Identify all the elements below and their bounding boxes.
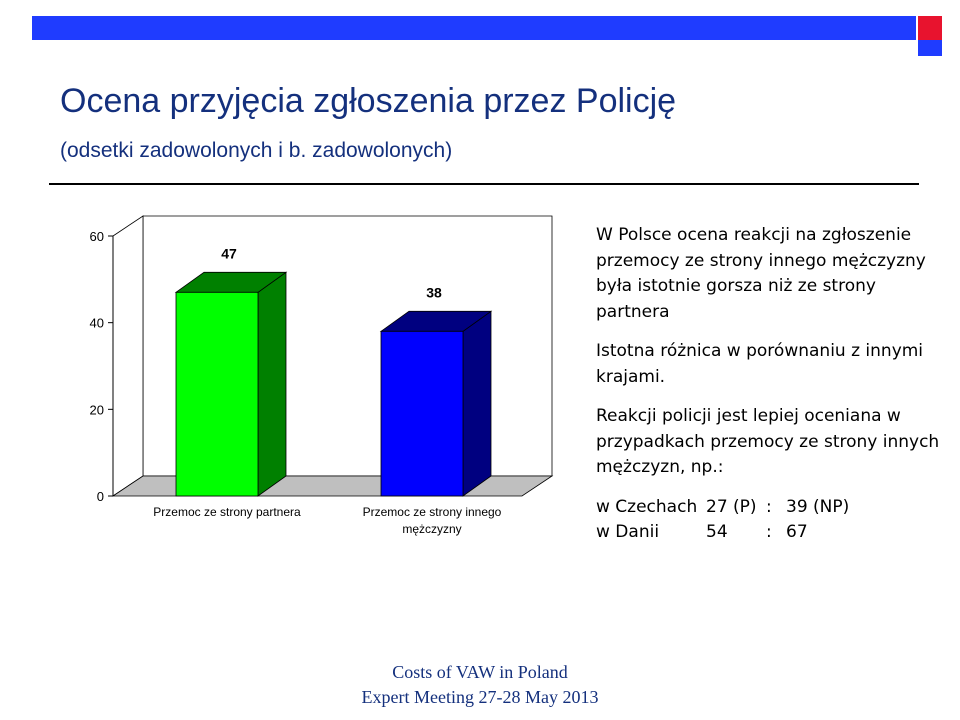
bar-side <box>463 311 491 496</box>
title-divider <box>49 183 919 185</box>
top-accent-bar <box>32 16 916 40</box>
footer-line-2: Expert Meeting 27-28 May 2013 <box>361 687 599 707</box>
data-label: 47 <box>221 245 237 262</box>
bar-chart <box>60 195 560 555</box>
corner-red-square <box>918 16 942 40</box>
x-category-label: mężczyzny <box>402 522 462 536</box>
data-label: 38 <box>426 284 442 301</box>
corner-blue-square <box>918 40 942 56</box>
bar-side <box>258 272 286 496</box>
x-category-label: Przemoc ze strony innego <box>362 505 502 519</box>
commentary-paragraph-3: Reakcji policji jest lepiej oceniana w przypadkach przemocy ze strony innych mężczyzn, np.: <box>596 406 940 477</box>
slide-footer <box>0 660 960 710</box>
slide-subtitle: (odsetki zadowolonych i b. zadowolonych) <box>60 139 453 162</box>
commentary-panel <box>596 223 946 546</box>
comparison-separator: : <box>766 496 772 517</box>
bar <box>176 292 258 496</box>
comparison-row-czech <box>596 495 946 521</box>
footer-line-1: Costs of VAW in Poland <box>392 662 568 682</box>
comparison-partner-value: 54 <box>706 522 728 542</box>
comparison-separator: : <box>766 522 772 542</box>
slide-title: Ocena przyjęcia zgłoszenia przez Policję <box>60 82 677 120</box>
comparison-row-denmark <box>596 520 946 546</box>
y-tick-label: 40 <box>89 315 104 331</box>
y-tick-label: 0 <box>96 489 104 504</box>
chart-side-wall <box>113 216 143 496</box>
comparison-country: w Czechach <box>596 496 698 517</box>
y-tick-label: 60 <box>89 229 104 244</box>
x-category-label: Przemoc ze strony partnera <box>153 505 301 519</box>
comparison-list <box>596 495 946 546</box>
commentary-paragraph-2: Istotna różnica w porównaniu z innymi krajami. <box>596 341 924 387</box>
comparison-country: w Danii <box>596 522 660 542</box>
comparison-other-value: 39 (NP) <box>786 496 850 517</box>
commentary-paragraph-1: W Polsce ocena reakcji na zgłoszenie przemocy ze strony innego mężczyzny była istotnie gorsza niż ze strony partnera <box>596 225 926 322</box>
bar <box>381 331 463 496</box>
comparison-other-value: 67 <box>786 522 808 542</box>
y-tick-label: 20 <box>89 402 104 418</box>
comparison-partner-value: 27 (P) <box>706 496 757 517</box>
